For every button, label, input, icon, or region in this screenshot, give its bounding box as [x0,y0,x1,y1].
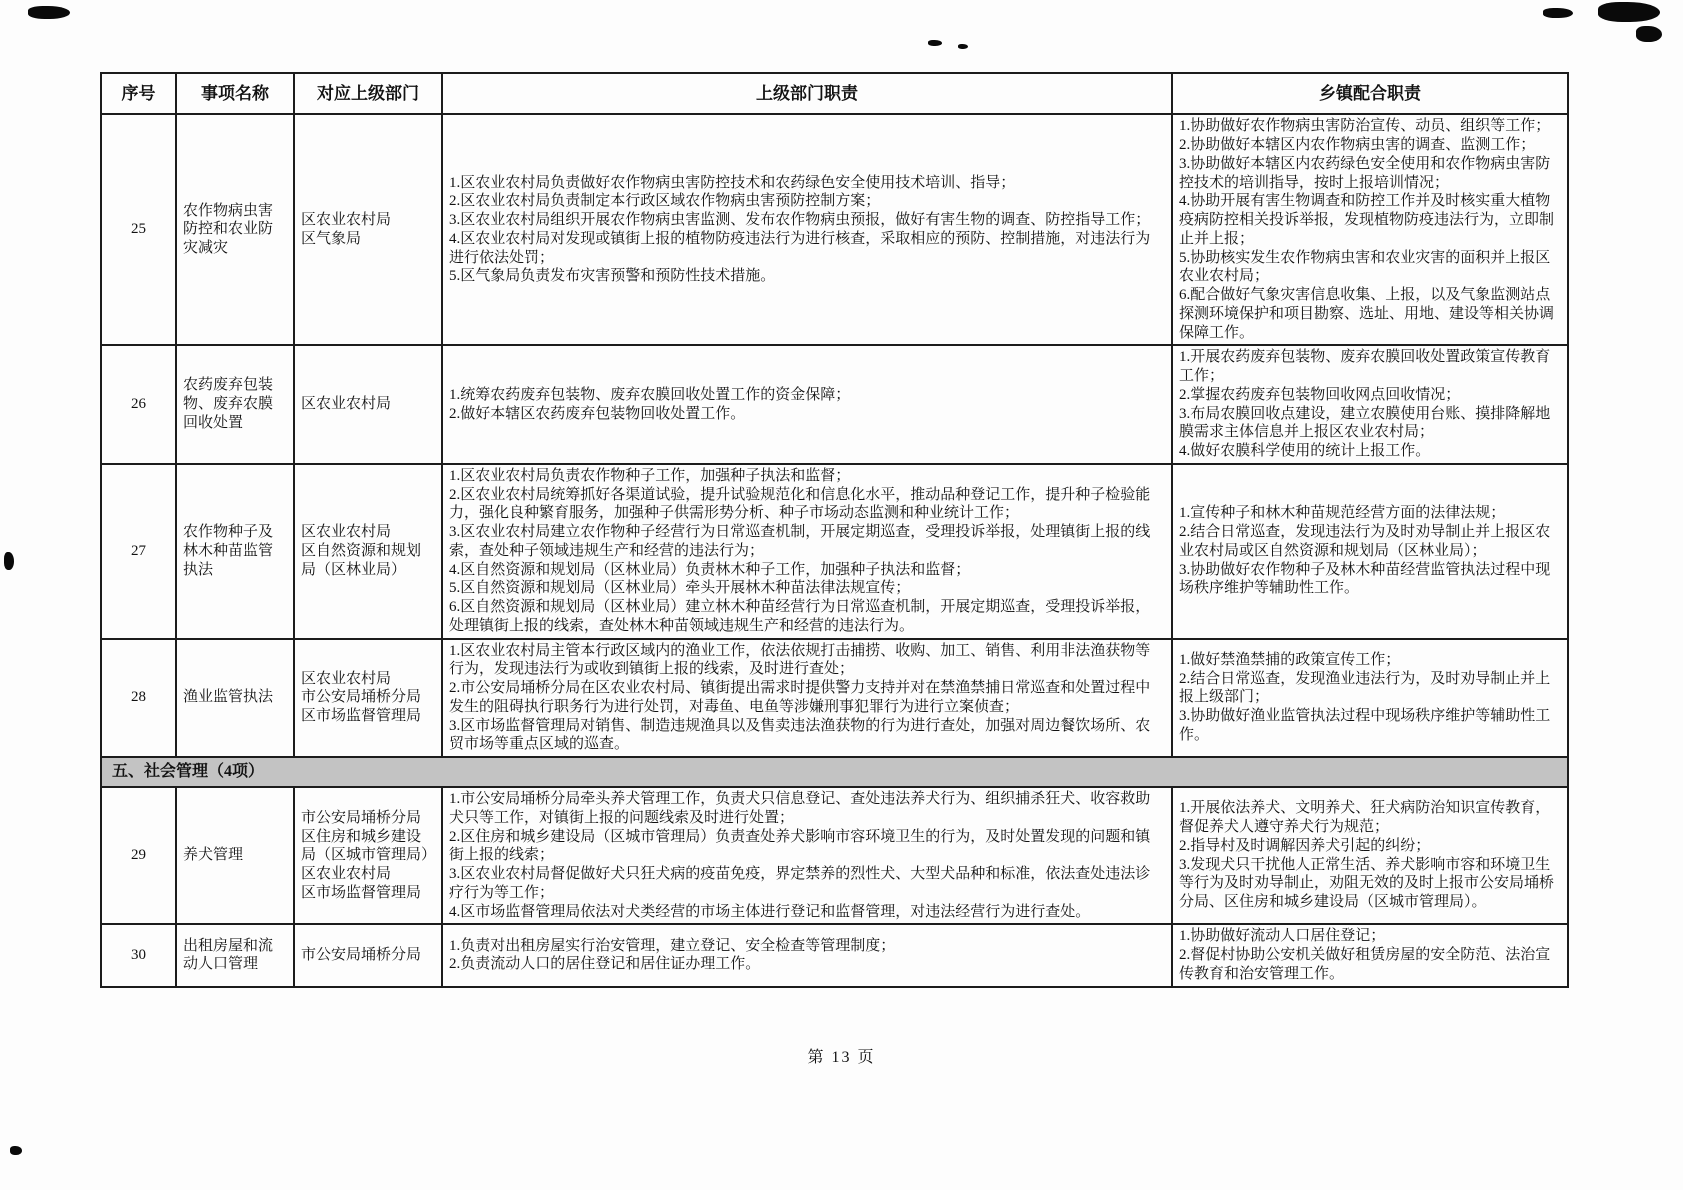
township-duty-item: 2.协助做好本辖区内农作物病虫害的调查、监测工作； [1179,137,1536,153]
department-line: 区农业农村局 [301,524,392,540]
responsibility-table [100,72,1569,988]
duty-item: 2.区农业农村局负责制定本行政区域农作物病虫害预防控制方案； [449,193,881,210]
column-header-1: 序号 [101,73,176,114]
duty-item: 1.统筹农药废弃包装物、废弃农膜回收处置工作的资金保障； [449,386,851,403]
department-line: 区自然资源和规划局（区林业局） [301,542,422,578]
column-header-3: 对应上级部门 [294,73,442,114]
township-duty-item: 4.做好农膜科学使用的统计上报工作。 [1179,443,1431,459]
township-duty-item: 2.指导村及时调解因养犬引起的纠纷； [1179,837,1431,854]
duty-item: 4.区市场监督管理局依法对犬类经营的市场主体进行登记和监督管理，对违法经营行为进行查处。 [449,903,1091,920]
duty-item: 1.市公安局埇桥分局牵头养犬管理工作，负责犬只信息登记、查处违法养犬行为、组织捕杀狂犬、收容救助犬只等工作，对镇街上报的问题线索及时进行处置； [449,791,1151,826]
cell-item-name: 养犬管理 [176,787,294,924]
table-row [101,924,1568,986]
cell-superior-departments [294,924,442,986]
duty-item: 3.区农业农村局组织开展农作物病虫害监测、发布农作物病虫预报，做好有害生物的调查、防控指导工作； [449,212,1151,228]
duty-item: 3.区农业农村局督促做好犬只狂犬病的疫苗免疫，界定禁养的烈性犬、大型犬品种和标准，依法查处违法诊疗行为等工作； [449,866,1151,901]
cell-superior-departments [294,345,442,464]
department-line: 市公安局埇桥分局 [301,689,422,706]
cell-superior-departments [294,114,442,345]
scan-artifact [4,552,14,570]
cell-superior-departments [294,787,442,924]
duty-item: 4.区农业农村局对发现或镇街上报的植物防疫违法行为进行核查，采取相应的预防、控制措施，对违法行为进行依法处罚； [449,230,1151,266]
duty-item: 5.区自然资源和规划局（区林业局）牵头开展林木种苗法律法规宣传； [449,580,911,597]
column-header-5: 乡镇配合职责 [1172,73,1568,114]
township-duty-item: 3.协助做好农作物种子及林木种苗经营监管执法过程中现场秩序维护等辅助性工作。 [1179,561,1551,597]
township-duty-item: 1.协助做好农作物病虫害防治宣传、动员、组织等工作； [1179,118,1551,135]
cell-item-name: 农作物种子及林木种苗监管执法 [176,464,294,639]
cell-township-duties [1172,787,1568,924]
township-duty-item: 1.开展农药废弃包装物、废弃农膜回收处置政策宣传教育工作； [1179,349,1551,384]
cell-township-duties [1172,345,1568,464]
duty-item: 2.区住房和城乡建设局（区城市管理局）负责查处养犬影响市容环境卫生的行为，及时处置发现的问题和镇街上报的线索； [449,828,1151,864]
department-line: 区农业农村局 [301,670,392,687]
department-line: 区市场监督管理局 [301,708,422,725]
department-line: 区农业农村局 [301,866,392,882]
duty-item: 1.负责对出租房屋实行治安管理，建立登记、安全检查等管理制度； [449,937,896,954]
cell-superior-duties [442,345,1172,464]
township-duty-item: 6.配合做好气象灾害信息收集、上报，以及气象监测站点探测环境保护和项目勘察、选址、用地、建设等相关协调保障工作。 [1179,287,1555,341]
scan-artifact [1636,26,1662,42]
cell-serial-number: 30 [101,924,176,986]
township-duty-item: 3.发现犬只干扰他人正常生活、养犬影响市容和环境卫生等行为及时劝导制止，劝阻无效的及时上报市公安局埇桥分局、区住房和城乡建设局（区城市管理局）。 [1179,856,1555,911]
cell-superior-duties [442,924,1172,986]
cell-superior-departments [294,464,442,639]
cell-township-duties [1172,924,1568,986]
table-row [101,787,1568,924]
table-row [101,114,1568,345]
township-duty-item: 3.协助做好本辖区内农药绿色安全使用和农作物病虫害防控技术的培训指导，按时上报培训情况； [1179,155,1551,191]
department-line: 区农业农村局 [301,396,392,413]
cell-item-name: 出租房屋和流动人口管理 [176,924,294,986]
department-line: 区市场监督管理局 [301,884,422,901]
duty-item: 4.区自然资源和规划局（区林业局）负责林木种子工作，加强种子执法和监督； [449,561,971,578]
duty-item: 1.区农业农村局负责农作物种子工作，加强种子执法和监督； [449,467,851,484]
department-line: 区住房和城乡建设局（区城市管理局） [301,828,437,864]
township-duty-item: 2.结合日常巡查，发现违法行为及时劝导制止并上报区农业农村局或区自然资源和规划局（区林业局）； [1179,524,1551,559]
duty-item: 1.区农业农村局主管本行政区域内的渔业工作，依法依规打击捕捞、收购、加工、销售、利用非法渔获物等行为，发现违法行为或收到镇街上报的线索，及时进行查处； [449,642,1151,678]
duty-item: 3.区农业农村局建立农作物种子经营行为日常巡查机制，开展定期巡查，受理投诉举报，处理镇街上报的线索，查处种子领域违规生产和经营的违法行为； [449,524,1151,559]
column-header-2: 事项名称 [176,73,294,114]
table-row [101,464,1568,639]
township-duty-item: 1.做好禁渔禁捕的政策宣传工作； [1179,651,1401,668]
cell-serial-number: 26 [101,345,176,464]
scan-artifact [10,1146,22,1155]
column-header-4: 上级部门职责 [442,73,1172,114]
township-duty-item: 1.协助做好流动人口居住登记； [1179,928,1386,945]
cell-serial-number: 27 [101,464,176,639]
page-number: 第 13 页 [807,1049,876,1066]
duty-item: 2.区农业农村局统筹抓好各渠道试验，提升试验规范化和信息化水平，推动品种登记工作，提升种子检验能力，强化良种繁育服务，加强种子供需形势分析、种子市场动态监测和种业统计工作； [449,486,1151,522]
department-line: 区气象局 [301,230,362,247]
section-header-row [101,757,1568,787]
section-header-label: 五、社会管理（4项） [101,757,1568,787]
cell-superior-departments [294,639,442,758]
township-duty-item: 1.宣传种子和林木种苗规范经营方面的法律法规； [1179,505,1506,522]
duty-item: 6.区自然资源和规划局（区林业局）建立林木种苗经营行为日常巡查机制，开展定期巡查，受理投诉举报，处理镇街上报的线索，查处林木种苗领域违规生产和经营的违法行为。 [449,599,1151,634]
township-duty-item: 1.开展依法养犬、文明养犬、狂犬病防治知识宣传教育，督促养犬人遵守养犬行为规范； [1179,800,1551,836]
township-duty-item: 4.协助开展有害生物调查和防控工作并及时核实重大植物疫病防控相关投诉举报，发现植物防疫违法行为，立即制止并上报； [1179,193,1555,247]
department-line: 市公安局埇桥分局 [301,947,422,963]
cell-township-duties [1172,114,1568,345]
township-duty-item: 2.督促村协助公安机关做好租赁房屋的安全防范、法治宣传教育和治安管理工作。 [1179,947,1551,982]
scan-artifact [1543,8,1573,18]
township-duty-item: 5.协助核实发生农作物病虫害和农业灾害的面积并上报区农业农村局； [1179,249,1551,285]
cell-superior-duties [442,639,1172,758]
township-duty-item: 2.掌握农药废弃包装物回收网点回收情况； [1179,386,1461,403]
township-duty-item: 3.协助做好渔业监管执法过程中现场秩序维护等辅助性工作。 [1179,708,1551,743]
township-duty-item: 2.结合日常巡查，发现渔业违法行为，及时劝导制止并上报上级部门； [1179,670,1551,706]
department-line: 市公安局埇桥分局 [301,809,422,826]
duty-item: 3.区市场监督管理局对销售、制造违规渔具以及售卖违法渔获物的行为进行查处，加强对周边餐饮场所、农贸市场等重点区域的巡查。 [449,717,1151,753]
cell-serial-number: 29 [101,787,176,924]
cell-item-name: 渔业监管执法 [176,639,294,758]
cell-serial-number: 28 [101,639,176,758]
duty-item: 2.做好本辖区农药废弃包装物回收处置工作。 [449,405,746,422]
cell-superior-duties [442,114,1172,345]
cell-township-duties [1172,464,1568,639]
cell-item-name: 农作物病虫害防控和农业防灾减灾 [176,114,294,345]
scan-artifact [1598,2,1660,22]
table-header-row [101,73,1568,114]
scan-artifact [28,6,70,19]
table-row [101,639,1568,758]
scan-artifact [958,44,968,49]
duty-item: 2.市公安局埇桥分局在区农业农村局、镇街提出需求时提供警力支持并对在禁渔禁捕日常巡查和处置过程中发生的阻碍执行职务行为进行处罚，对毒鱼、电鱼等涉嫌刑事犯罪行为进行立案侦查； [449,680,1151,715]
cell-superior-duties [442,787,1172,924]
cell-item-name: 农药废弃包装物、废弃农膜回收处置 [176,345,294,464]
table-row [101,345,1568,464]
township-duty-item: 3.布局农膜回收点建设，建立农膜使用台账、摸排降解地膜需求主体信息并上报区农业农村局； [1179,405,1551,441]
scan-artifact [928,40,942,46]
cell-superior-duties [442,464,1172,639]
cell-township-duties [1172,639,1568,758]
department-line: 区农业农村局 [301,212,392,228]
duty-item: 2.负责流动人口的居住登记和居住证办理工作。 [449,956,761,973]
duty-item: 1.区农业农村局负责做好农作物病虫害防控技术和农药绿色安全使用技术培训、指导； [449,174,1016,191]
duty-item: 5.区气象局负责发布灾害预警和预防性技术措施。 [449,268,776,285]
cell-serial-number: 25 [101,114,176,345]
